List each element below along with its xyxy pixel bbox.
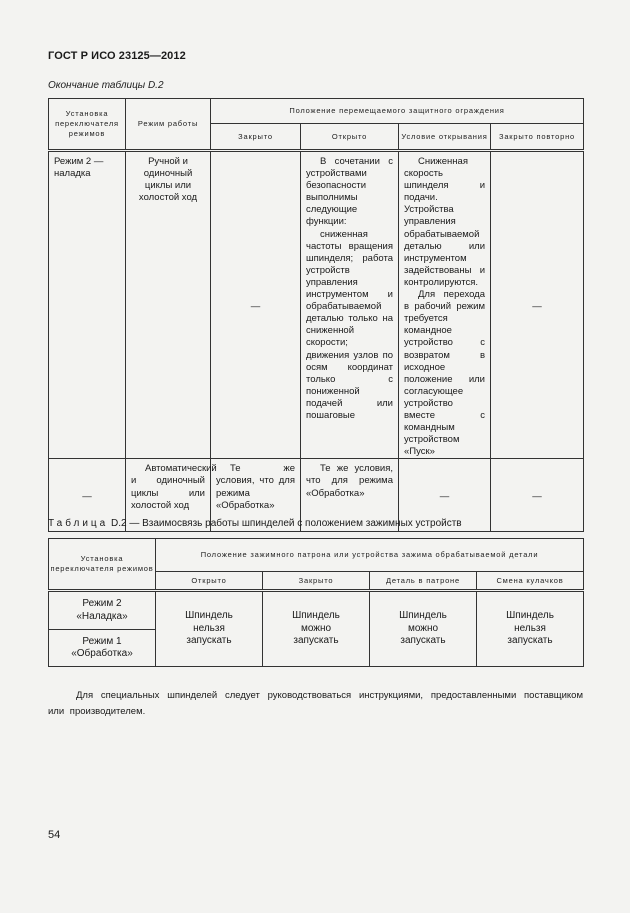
- page-number: 54: [48, 829, 61, 841]
- cell-open: Те же условия, что для режима «Обработка»: [301, 459, 399, 532]
- table-caption: Окончание таблицы D.2: [48, 80, 164, 91]
- col-group: Положение зажимного патрона или устройства зажима обрабатываемой детали: [156, 539, 584, 572]
- cell-reclosed: —: [491, 459, 584, 532]
- cell-open: Шпиндель нельзя запускать: [156, 591, 263, 667]
- mode-processing: [49, 630, 155, 666]
- col-reclosed: Закрыто повторно: [491, 124, 584, 151]
- mode-processing-label: Режим 1 «Обработка»: [71, 635, 133, 659]
- cell-mode: Ручной и одиночный циклы или холостой ход: [126, 151, 211, 459]
- footnote: Для специальных шпинделей следует руководствоваться инструкциями, предоставленными поставщиком или производителем.: [48, 690, 583, 717]
- document-header: ГОСТ Р ИСО 23125—2012: [48, 50, 186, 62]
- table-caption-label: Таблица: [48, 518, 109, 529]
- cell-conditional: [399, 151, 491, 459]
- conditional-paragraph-1: Сниженная скорость шпинделя и подачи. Устройства управления обрабатываемой деталью или инструментом задействованы и контролируются.: [404, 156, 485, 288]
- cell-reclosed: —: [491, 151, 584, 459]
- col-jaws: Смена кулачков: [477, 572, 584, 591]
- col-mode-switch: Установка переключателя режимов: [49, 99, 126, 151]
- col-open: Открыто: [301, 124, 399, 151]
- cell-mode: Автоматический и одиночный циклы или холостой ход: [126, 459, 211, 532]
- cell-conditional: —: [399, 459, 491, 532]
- open-paragraph-2: сниженная частоты вращения шпинделя; работа устройств управления инструментом и обрабатываемой деталью только на сниженной скорости; движения узлов по осям координат только с пониженной подачей или пошаговые: [306, 228, 393, 421]
- cell-closed: —: [211, 151, 301, 459]
- cell-closed: Шпиндель можно запускать: [263, 591, 370, 667]
- col-guard-group: Положение перемещаемого защитного ограждения: [211, 99, 584, 124]
- col-work-mode: Режим работы: [126, 99, 211, 151]
- guard-position-table: [48, 98, 584, 532]
- mode-setup-label: Режим 2 «Наладка»: [76, 598, 128, 622]
- col-mode-switch: Установка переключателя режимов: [49, 539, 156, 591]
- cell-switch: Режим 2 — наладка: [49, 151, 126, 459]
- col-conditional: Условие открывания: [399, 124, 491, 151]
- mode-setup: [49, 592, 155, 630]
- table-row: [49, 591, 584, 667]
- spindle-clamp-table: [48, 538, 584, 667]
- col-closed: Закрыто: [211, 124, 301, 151]
- cell-jaws: Шпиндель нельзя запускать: [477, 591, 584, 667]
- cell-closed: Те же условия, что для режима «Обработка»: [211, 459, 301, 532]
- table-row: [49, 151, 584, 459]
- cell-modes: [49, 591, 156, 667]
- cell-switch: —: [49, 459, 126, 532]
- conditional-paragraph-2: Для перехода в рабочий режим требуется командное устройство с возвратом в исходное положение или согласующее устройство вместе с командным устройством «Пуск»: [404, 289, 485, 458]
- col-closed: Закрыто: [263, 572, 370, 591]
- cell-open: [301, 151, 399, 459]
- table-caption: [48, 518, 462, 529]
- open-paragraph-1: В сочетании с устройствами безопасности выполнимы следующие функции:: [306, 156, 393, 228]
- col-part: Деталь в патроне: [370, 572, 477, 591]
- col-open: Открыто: [156, 572, 263, 591]
- cell-part: Шпиндель можно запускать: [370, 591, 477, 667]
- table-caption-text: D.2 — Взаимосвязь работы шпинделей с положением зажимных устройств: [108, 518, 462, 529]
